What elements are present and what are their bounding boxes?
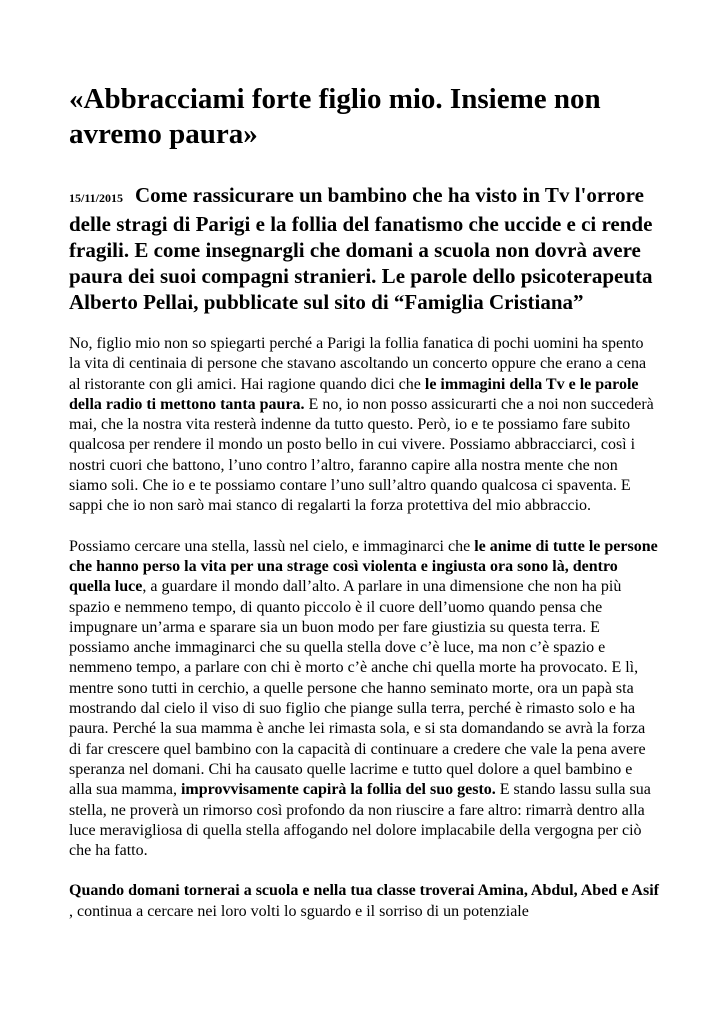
article-title: «Abbracciami forte figlio mio. Insieme non avremo paura» [69,83,601,150]
p2-text-c: , a guardare il mondo dall’alto. A parlare in una dimensione che non ha più spazio e nemmeno tempo, di quanto piccolo è il cuore dell’uomo quando pensa che impugnare un’arma e sparare sia un buon modo per fare giustizia su questa terra. E possiamo anche immaginarci che su quella stella dove c’è luce, ma non c’è spazio e nemmeno tempo, a parlare con chi è morto c’è anche chi quella morte ha provocato. E lì, mentre sono tutti in cerchio, a quelle persone che hanno seminato morte, ora un papà sta mostrando dal cielo il viso di suo figlio che piange sulla terra, perché è rimasto solo e ha paura. Perché la sua mamma è anche lei rimasta sola, e si sta domandando se avrà la forza di far crescere quel bambino con la capacità di continuare a credere che vale la pena avere speranza nel domani. Chi ha causato quelle lacrime e tutto quel dolore a quel bambino e alla sua mamma, [69,578,646,799]
p3-bold: Quando domani tornerai a scuola e nella tua classe troverai Amina, Abdul, Abed e Asif [69,882,659,900]
p1-text-a: No, figlio mio non so spiegarti perché a Parigi la follia fanatica di pochi uomini ha spento la vita di centinaia di persone che stavano ascoltando un concerto oppure che erano a cena al ristorante con gli amici. Hai ragione quando dici che [69,335,647,393]
p2-bold-1: le anime di tutte le persone che hanno perso la vita per una strage così violenta e ingiusta ora sono là, dentro quella luce [69,537,658,596]
article-lead [69,182,659,315]
paragraph-3 [69,881,659,922]
paragraph-2 [69,537,659,862]
lead-text: Come rassicurare un bambino che ha visto in Tv l'orrore delle stragi di Parigi e la follia del fanatismo che uccide e ci rende fragili. E come insegnargli che domani a scuola non dovrà avere paura dei suoi compagni stranieri. Le parole dello psicoterapeuta Alberto Pellai, pubblicate sul sito di “Famiglia Cristiana” [69,183,653,314]
article-date: 15/11/2015 [69,191,124,205]
p2-text-a: Possiamo cercare una stella, lassù nel cielo, e immaginarci che [69,537,475,555]
article [69,82,659,922]
p3-text-b: , continua a cercare nei loro volti lo sguardo e il sorriso di un potenziale [69,902,529,920]
p2-text-e: E stando lassu sulla sua stella, ne proverà un rimorso così profondo da non riuscire a fare altro: rimarrà dentro alla luce meravigliosa di quella stella affogando nel dolore implacabile della vergogna per ciò che ha fatto. [69,781,651,860]
p1-bold: le immagini della Tv e le parole della radio ti mettono tanta paura. [69,375,639,413]
p2-bold-2: improvvisamente capirà la follia del suo gesto. [180,781,496,799]
p1-text-c: E no, io non posso assicurarti che a noi non succederà mai, che la nostra vita resterà indenne da tutto questo. Però, io e te possiamo fare subito qualcosa per rendere il mondo un posto bello in cui vivere. Possiamo abbracciarci, così i nostri cuori che battono, l’uno contro l’altro, faranno capire alla nostra mente che non siamo soli. Che io e te possiamo contare l’uno sull’altro quando qualcosa ci spaventa. E sappi che io non sarò mai stanco di regalarti la forza protettiva del mio abbraccio. [69,395,654,515]
paragraph-1 [69,334,659,517]
